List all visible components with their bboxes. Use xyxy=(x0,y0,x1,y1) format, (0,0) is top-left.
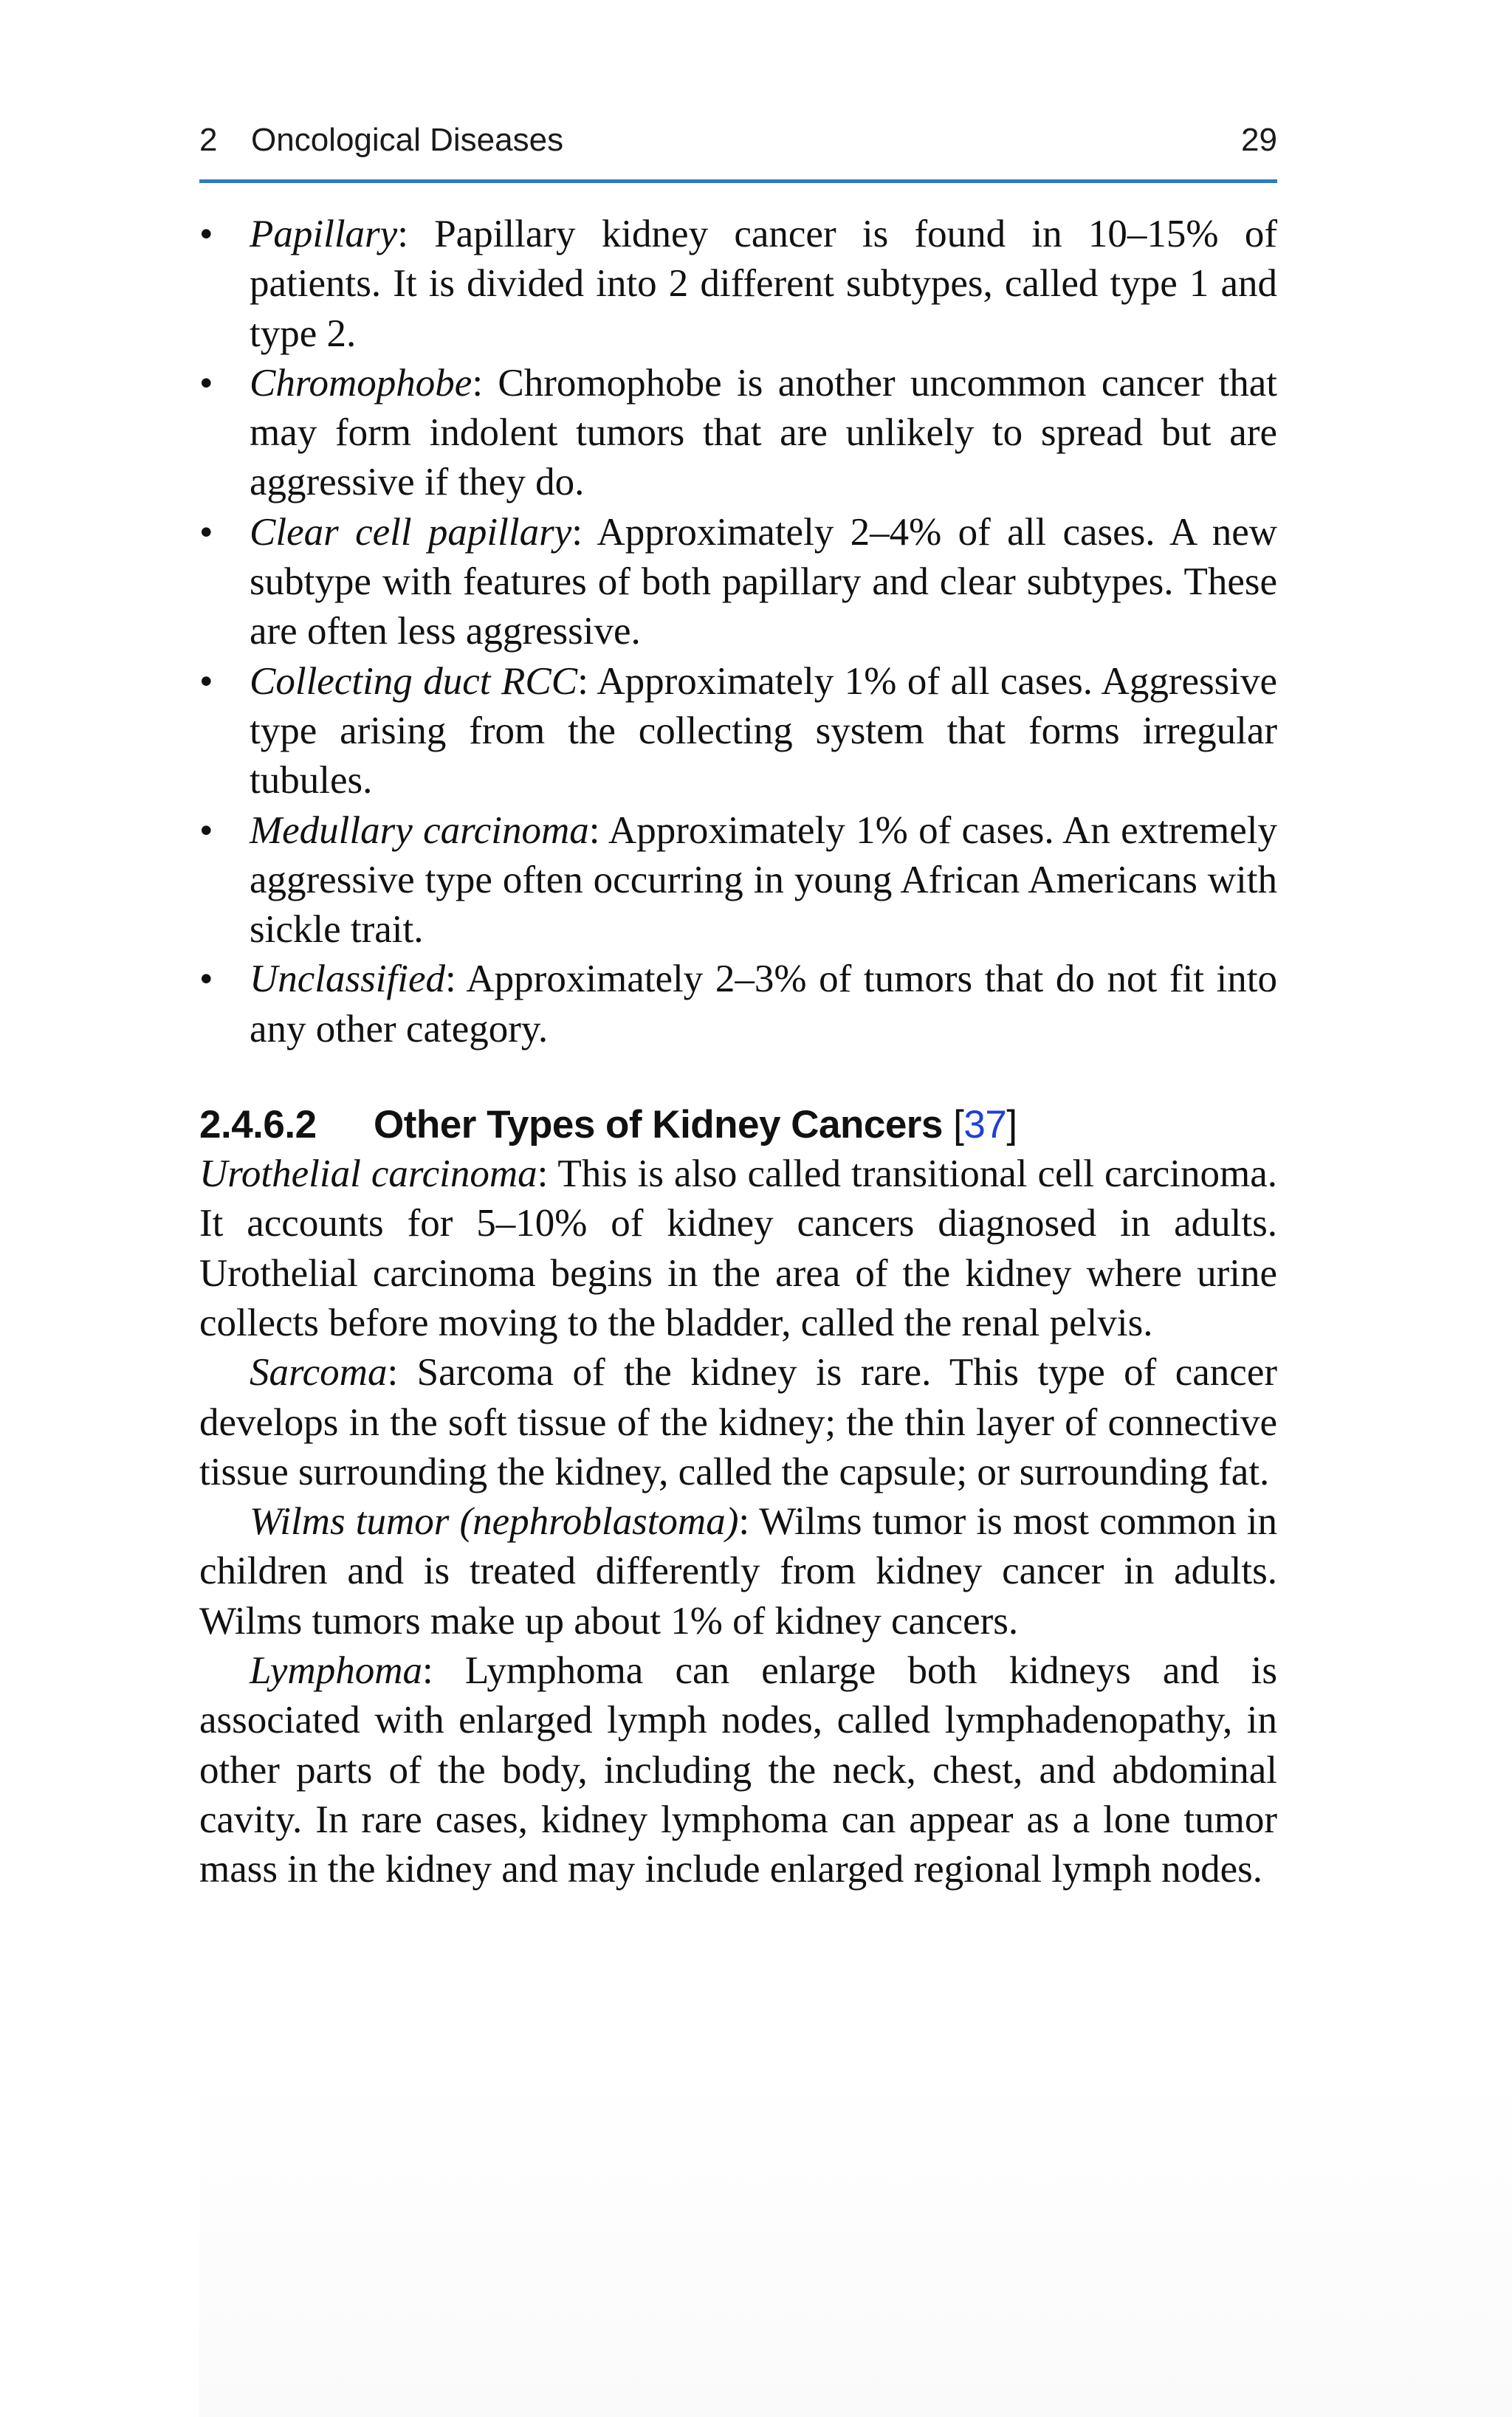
list-item-term: Unclassified xyxy=(250,957,445,1001)
list-item-term: Collecting duct RCC xyxy=(250,659,578,703)
paragraph-wilms xyxy=(199,1497,1277,1646)
list-item xyxy=(199,806,1277,955)
bullet-icon: • xyxy=(199,659,213,703)
section-heading xyxy=(199,1100,1277,1149)
paragraph-sarcoma xyxy=(199,1348,1277,1497)
paragraph-text: : Sarcoma of the kidney is rare. This type of cancer develops in the soft tissue of the kidney; the thin layer of connective tissue surrounding the kidney, called the capsule; or surrounding fat. xyxy=(199,1351,1277,1493)
paragraph-text: : This is also called transitional cell carcinoma. It accounts for 5–10% of kidney cancers diagnosed in adults. Urothelial carcinoma begins in the area of the kidney where urine collects before moving to the bladder, called the renal pelvis. xyxy=(199,1152,1277,1344)
list-item xyxy=(199,359,1277,508)
list-item-term: Papillary xyxy=(250,213,398,255)
list-item xyxy=(199,508,1277,657)
page-number: 29 xyxy=(1241,122,1277,158)
header-rule xyxy=(199,179,1277,183)
list-item-term: Medullary carcinoma xyxy=(250,808,589,852)
list-item xyxy=(199,657,1277,806)
bullet-icon: • xyxy=(199,361,213,405)
paragraph-text: : Lymphoma can enlarge both kidneys and is associated with enlarged lymph nodes, called lymphadenopathy, in other parts of the body, including the neck, chest, and abdominal cavity. In rare cases, kidney lymphoma can appear as a lone tumor mass in the kidney and may include enlarged regional lymph nodes. xyxy=(199,1649,1277,1891)
list-item-text: : Approximately 1% of cases. An extremely aggressive type often occurring in young African Americans with sickle trait. xyxy=(250,808,1277,952)
list-item-text: : Chromophobe is another uncommon cancer that may form indolent tumors that are unlikely to spread but are aggressive if they do. xyxy=(250,361,1277,504)
list-item-term: Chromophobe xyxy=(250,361,472,405)
list-item xyxy=(199,955,1277,1054)
list-item-term: Clear cell papillary xyxy=(250,510,572,554)
page-shading xyxy=(199,2067,1512,2417)
bullet-icon: • xyxy=(199,957,213,1001)
section-title: Other Types of Kidney Cancers xyxy=(374,1103,943,1147)
list-item-text: : Papillary kidney cancer is found in 10–15% of patients. It is divided into 2 different subtypes, called type 1 and type 2. xyxy=(250,213,1277,355)
rcc-subtype-list xyxy=(199,210,1277,1054)
bullet-icon: • xyxy=(199,510,213,554)
paragraph-urothelial xyxy=(199,1149,1277,1348)
chapter-title: Oncological Diseases xyxy=(251,122,564,158)
list-item-text: : Approximately 2–3% of tumors that do not fit into any other category. xyxy=(250,957,1277,1051)
bullet-icon: • xyxy=(199,808,213,852)
paragraph-lymphoma xyxy=(199,1646,1277,1894)
paragraph-text: : Wilms tumor is most common in children and is treated differently from kidney cancer in adults. Wilms tumors make up about 1% of kidney cancers. xyxy=(199,1500,1277,1643)
paragraph-term: Sarcoma xyxy=(250,1351,388,1395)
citation-link[interactable]: 37 xyxy=(963,1103,1007,1147)
page-body xyxy=(199,210,1277,1895)
paragraph-term: Lymphoma xyxy=(250,1649,422,1693)
citation: [37] xyxy=(953,1103,1017,1147)
paragraph-term: Wilms tumor (nephroblastoma) xyxy=(250,1500,739,1544)
running-header xyxy=(199,122,1277,166)
list-item-text: : Approximately 1% of all cases. Aggressive type arising from the collecting system that forms irregular tubules. xyxy=(250,659,1278,802)
list-item xyxy=(199,210,1277,359)
list-item-text: : Approximately 2–4% of all cases. A new subtype with features of both papillary and clear subtypes. These are often less aggressive. xyxy=(250,510,1277,653)
paragraph-term: Urothelial carcinoma xyxy=(199,1152,537,1196)
bullet-icon: • xyxy=(199,213,213,255)
section-number: 2.4.6.2 xyxy=(199,1103,317,1147)
chapter-number: 2 xyxy=(199,122,218,158)
